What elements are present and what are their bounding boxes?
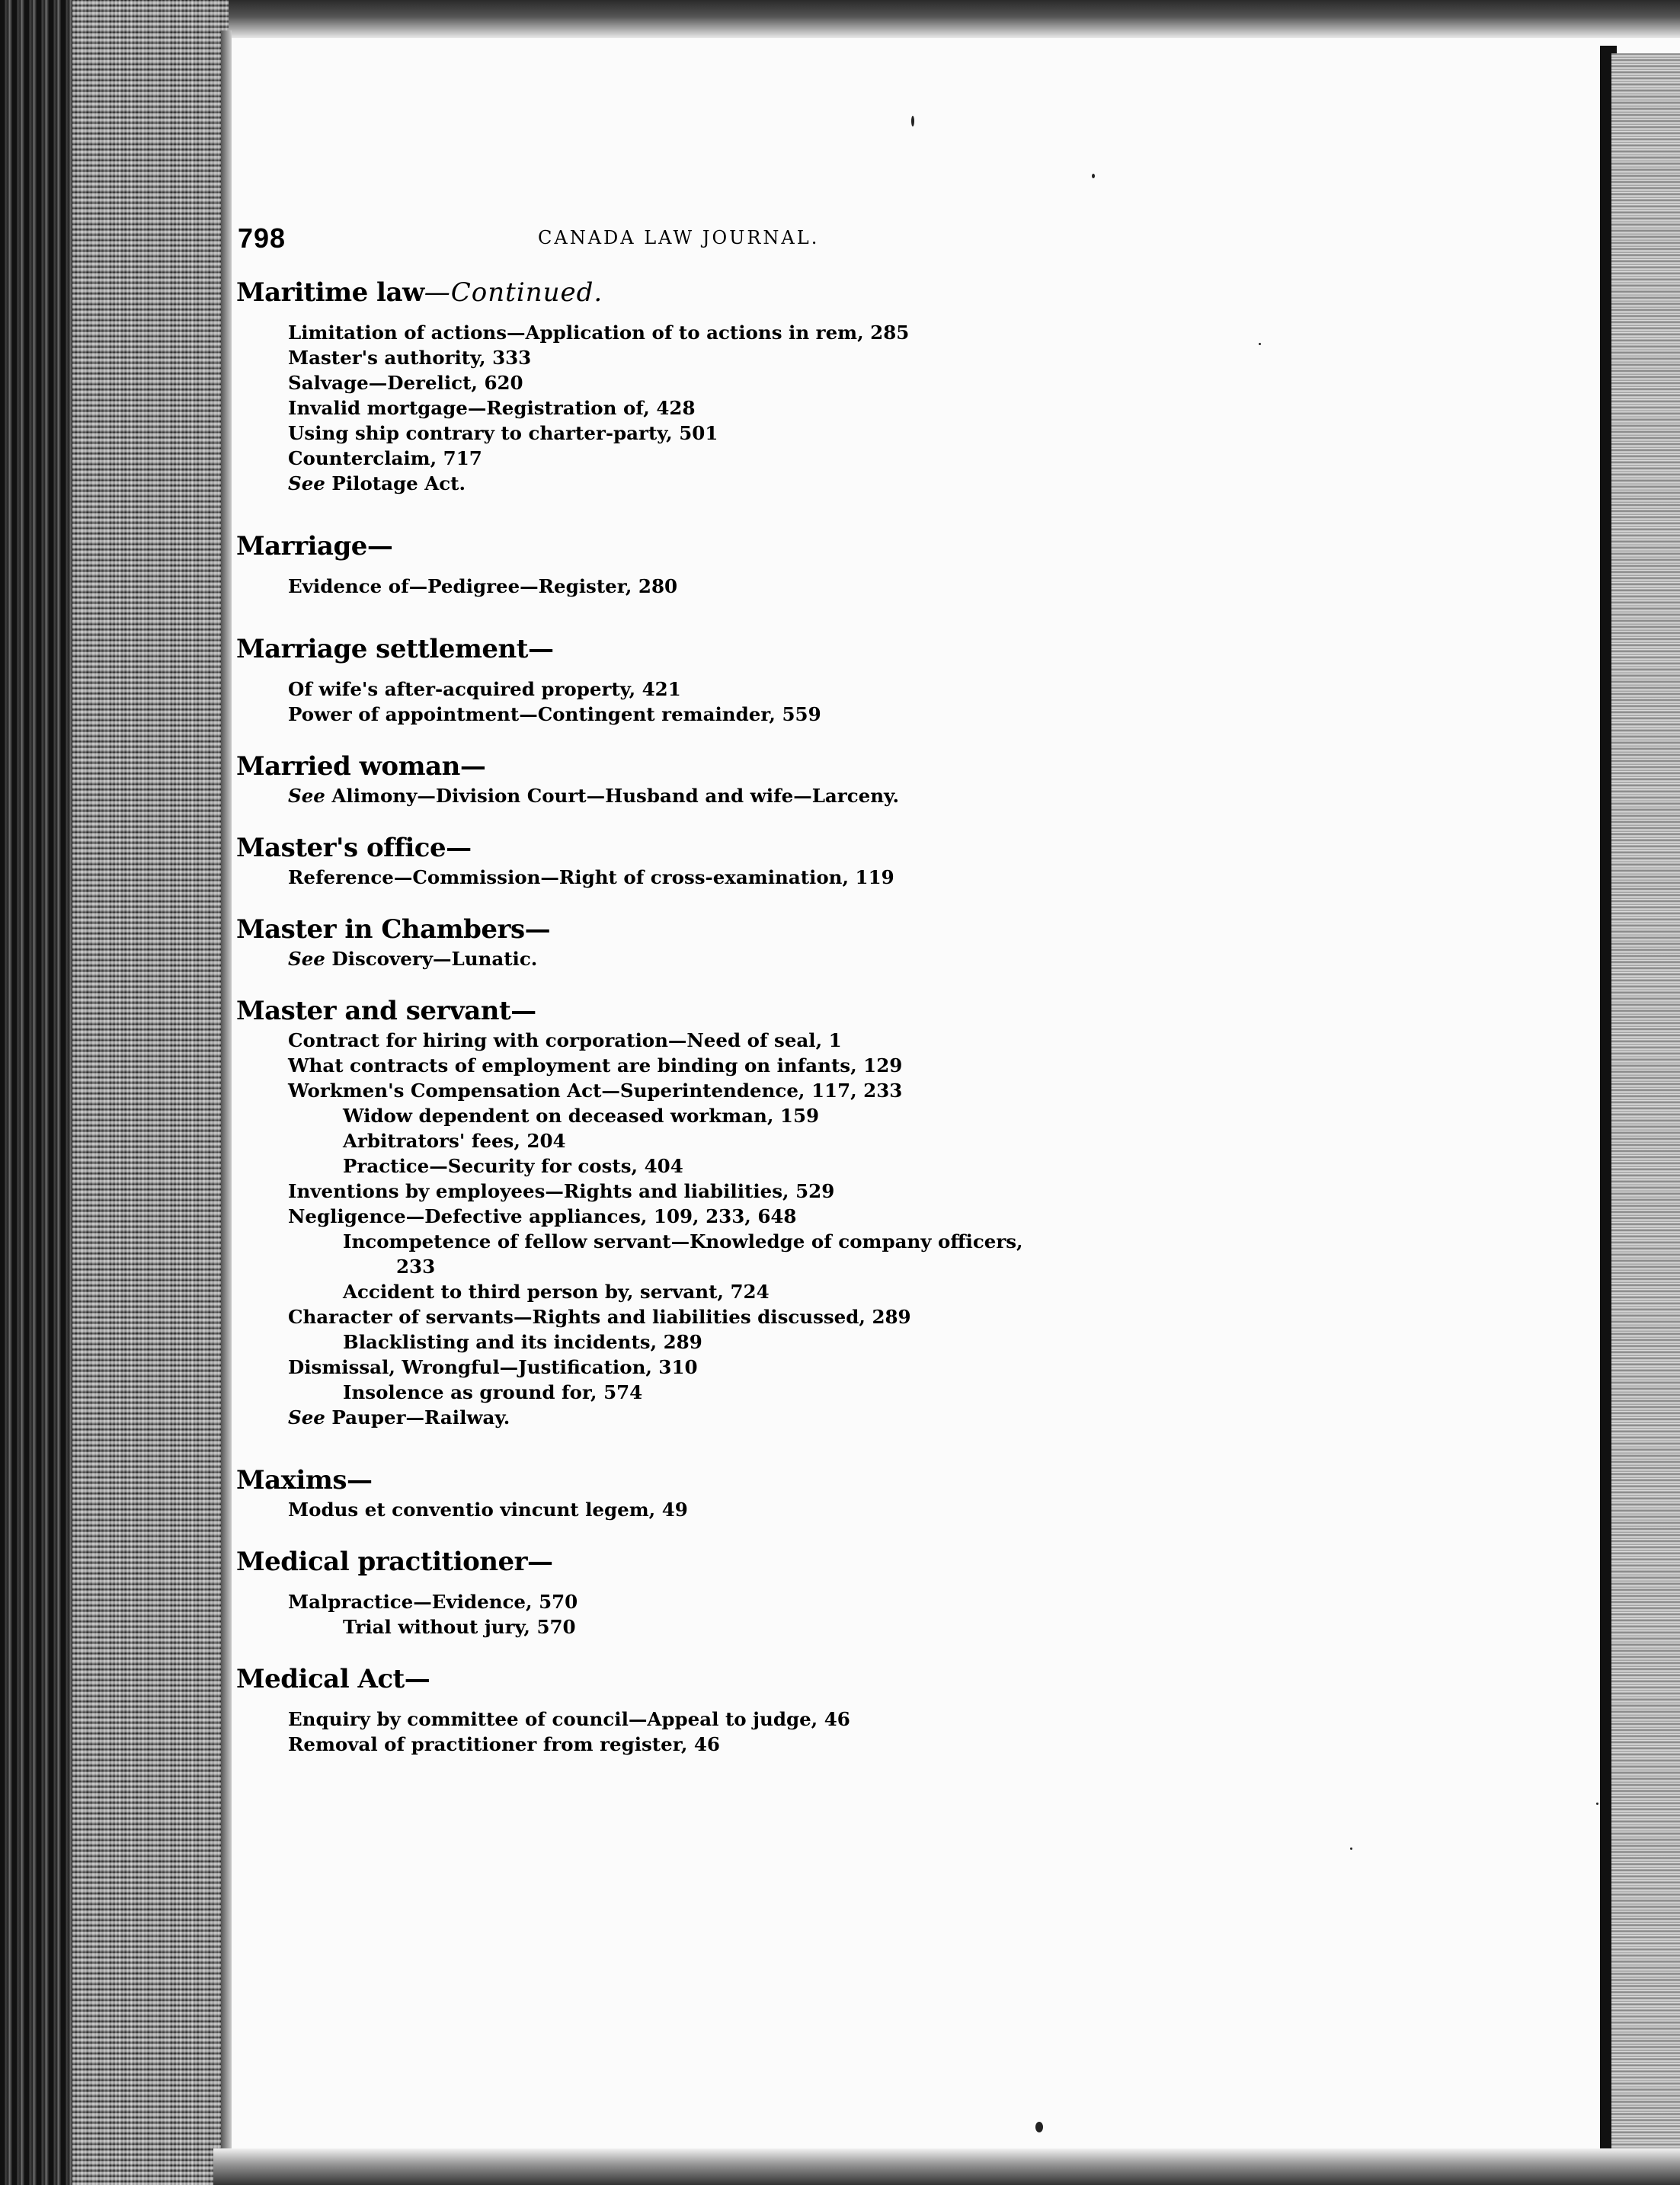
index-entry xyxy=(236,1662,1318,1757)
entry-heading: Maxims— xyxy=(236,1465,373,1496)
entry-line: Removal of practitioner from register, 46 xyxy=(288,1733,720,1755)
entry-subline: Insolence as ground for, 574 xyxy=(343,1381,643,1403)
scan-speck xyxy=(911,116,914,126)
index-entry xyxy=(236,831,1318,890)
entry-line: Salvage—Derelict, 620 xyxy=(288,372,523,394)
entry-heading: Master's office— xyxy=(236,833,472,863)
index-entry xyxy=(236,529,1318,599)
entry-line: Inventions by employees—Rights and liabilities, 529 xyxy=(288,1180,835,1202)
book-binding-edge xyxy=(0,0,229,2185)
scan-speck xyxy=(1596,1803,1598,1805)
entry-see-reference: See Discovery—Lunatic. xyxy=(288,948,538,970)
entry-heading: Marriage settlement— xyxy=(236,634,554,664)
entry-heading: Master in Chambers— xyxy=(236,914,551,945)
entry-heading: Medical practitioner— xyxy=(236,1547,553,1577)
entry-heading: Master and servant— xyxy=(236,996,536,1026)
entry-line: What contracts of employment are binding on infants, 129 xyxy=(288,1054,903,1077)
entry-line: Invalid mortgage—Registration of, 428 xyxy=(288,397,696,419)
entry-subline: Accident to third person by, servant, 724 xyxy=(343,1281,770,1303)
entry-line: Using ship contrary to charter-party, 501 xyxy=(288,422,718,444)
scan-edge-top xyxy=(213,0,1680,38)
index-entries xyxy=(236,276,1318,1757)
entry-line: Enquiry by committee of council—Appeal to judge, 46 xyxy=(288,1708,850,1730)
scan-edge-bottom xyxy=(213,2148,1680,2185)
index-entry xyxy=(236,276,1318,496)
entry-line: Power of appointment—Contingent remainder, 559 xyxy=(288,703,821,725)
entry-line: Limitation of actions—Application of to actions in rem, 285 xyxy=(288,322,910,344)
entry-line: Negligence—Defective appliances, 109, 233, 648 xyxy=(288,1205,797,1227)
entry-line: Counterclaim, 717 xyxy=(288,447,482,469)
entry-see-reference: See Pauper—Railway. xyxy=(288,1406,510,1428)
scan-speck xyxy=(1092,174,1095,178)
entry-see-reference: See Alimony—Division Court—Husband and wife—Larceny. xyxy=(288,785,899,807)
entry-line: Reference—Commission—Right of cross-examination, 119 xyxy=(288,866,894,888)
entry-line: Contract for hiring with corporation—Need of seal, 1 xyxy=(288,1029,842,1051)
entry-subline: Practice—Security for costs, 404 xyxy=(343,1155,683,1177)
entry-subline: Incompetence of fellow servant—Knowledge of company officers, xyxy=(343,1230,1023,1252)
entry-line: Workmen's Compensation Act—Superintendence, 117, 233 xyxy=(288,1080,903,1102)
entry-heading: Married woman— xyxy=(236,751,486,782)
entry-line: Character of servants—Rights and liabilities discussed, 289 xyxy=(288,1306,911,1328)
scan-speck xyxy=(1035,2122,1043,2132)
entry-subline: Blacklisting and its incidents, 289 xyxy=(343,1331,702,1353)
scan-edge-right xyxy=(1611,53,1680,2185)
index-entry xyxy=(236,632,1318,727)
entry-line: Of wife's after-acquired property, 421 xyxy=(288,678,681,700)
index-entry xyxy=(236,1464,1318,1522)
entry-line: Master's authority, 333 xyxy=(288,347,532,369)
entry-line: Modus et conventio vincunt legem, 49 xyxy=(288,1499,688,1521)
journal-title: CANADA LAW JOURNAL. xyxy=(538,227,820,248)
page-number: 798 xyxy=(238,222,286,254)
entry-line: Dismissal, Wrongful—Justification, 310 xyxy=(288,1356,698,1378)
entry-see-reference: See Pilotage Act. xyxy=(288,472,466,494)
scan-speck xyxy=(1350,1847,1352,1850)
entry-subline-continuation: 233 xyxy=(396,1256,436,1278)
entry-subline: Widow dependent on deceased workman, 159 xyxy=(343,1105,820,1127)
entry-heading-continued: —Continued. xyxy=(424,277,603,308)
index-entry xyxy=(236,1545,1318,1640)
index-entry xyxy=(236,750,1318,808)
entry-heading: Maritime law—Continued. xyxy=(236,277,603,308)
running-head xyxy=(238,222,1099,253)
entry-heading: Medical Act— xyxy=(236,1664,430,1694)
entry-subline: Arbitrators' fees, 204 xyxy=(343,1130,566,1152)
entry-subline: Trial without jury, 570 xyxy=(343,1616,576,1638)
entry-heading: Marriage— xyxy=(236,531,393,561)
entry-line: Evidence of—Pedigree—Register, 280 xyxy=(288,575,678,597)
entry-line: Malpractice—Evidence, 570 xyxy=(288,1591,578,1613)
index-entry xyxy=(236,913,1318,971)
index-entry xyxy=(236,994,1318,1430)
